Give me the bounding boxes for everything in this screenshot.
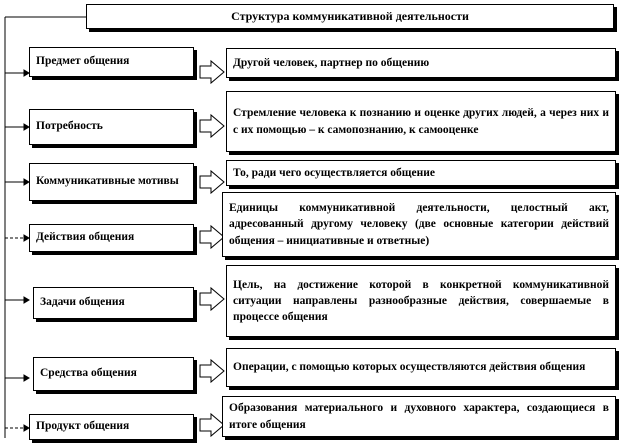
desc-text-motives: То, ради чего осуществляется общение xyxy=(233,166,435,179)
label-box-need xyxy=(29,109,194,145)
desc-text-tasks: Цель, на достижение которой в конкретной коммуникативной ситуации направлены разнообразные действия, совершаемые в процессе общения xyxy=(233,278,609,324)
block-arrow-3 xyxy=(200,171,224,193)
label-text-means: Средства общения xyxy=(40,367,137,380)
desc-box-motives xyxy=(226,160,616,186)
block-arrow-2 xyxy=(200,115,224,137)
desc-box-means xyxy=(226,348,616,387)
block-arrow-7 xyxy=(200,414,224,436)
block-arrow-4 xyxy=(200,226,224,248)
label-box-product xyxy=(29,414,194,440)
label-text-motives: Коммуникативные мотивы xyxy=(36,175,179,188)
label-box-motives xyxy=(29,163,194,201)
desc-text-actions: Единицы коммуникативной деятельности, целостный акт, адресованный другому человеку (две основные категории действий общения – инициативные и ответные) xyxy=(229,202,609,247)
diagram-title xyxy=(86,4,614,29)
desc-text-subject: Другой человек, партнер по общению xyxy=(233,56,430,69)
desc-box-subject xyxy=(226,48,616,78)
label-box-tasks xyxy=(33,287,194,319)
label-box-means xyxy=(33,357,194,391)
desc-box-tasks xyxy=(226,265,616,337)
label-text-tasks: Задачи общения xyxy=(40,296,125,309)
feed-arrow-5 xyxy=(24,297,29,303)
block-arrow-1 xyxy=(200,61,224,83)
block-arrow-6 xyxy=(200,360,224,382)
label-text-product: Продукт общения xyxy=(36,420,130,433)
block-arrows xyxy=(200,61,224,436)
label-text-need: Потребность xyxy=(36,120,103,133)
desc-text-need: Стремление человека к познанию и оценке других людей, а через них и с их помощью – к самопознанию, к самооценке xyxy=(233,107,609,136)
label-text-actions: Действия общения xyxy=(36,231,135,244)
label-text-subject: Предмет общения xyxy=(36,55,130,68)
desc-box-need xyxy=(226,91,616,152)
label-box-subject xyxy=(29,47,194,77)
desc-text-means: Операции, с помощью которых осуществляются действия общения xyxy=(233,361,586,374)
desc-text-product: Образования материального и духовного характера, создающиеся в итоге общения xyxy=(229,402,609,431)
block-arrow-5 xyxy=(200,288,224,310)
feed-arrows xyxy=(5,70,29,431)
diagram-title-text: Структура коммуникативной деятельности xyxy=(231,9,469,23)
label-box-actions xyxy=(29,224,194,252)
desc-box-product xyxy=(222,396,616,437)
desc-box-actions xyxy=(222,192,616,257)
feed-arrow-6 xyxy=(24,375,29,381)
